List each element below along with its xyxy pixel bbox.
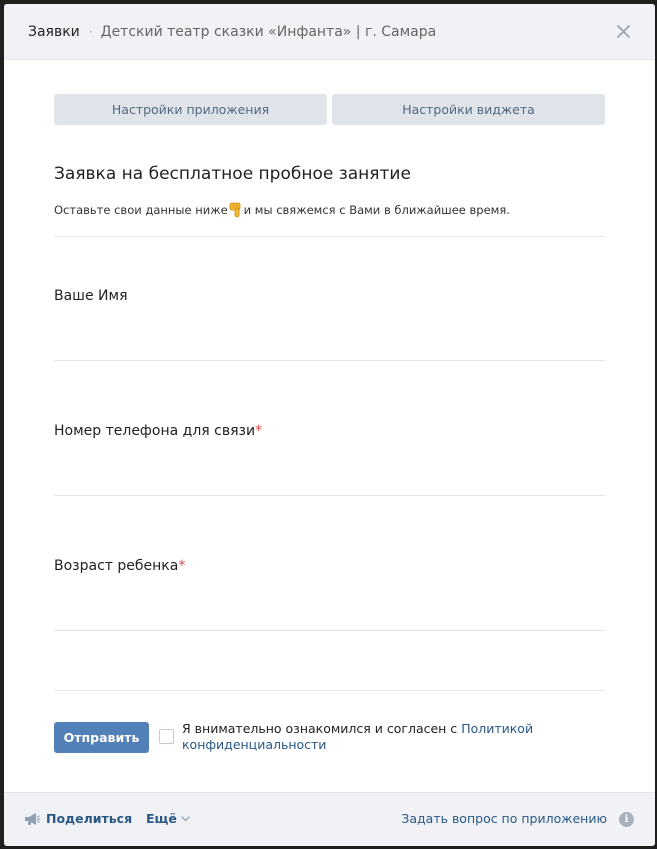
field-label-child-age (54, 558, 185, 574)
required-asterisk: * (255, 423, 263, 439)
field-label-phone (54, 423, 262, 439)
form-description-text: Оставьте свои данные ниже (54, 203, 228, 217)
more-label: Ещё (146, 811, 177, 826)
consent-checkbox[interactable] (159, 729, 174, 744)
share-button[interactable] (24, 811, 132, 826)
child-age-field[interactable] (54, 601, 605, 631)
modal-footer (4, 792, 655, 846)
privacy-policy-link[interactable]: Политикой конфиденциальности (182, 721, 534, 752)
chevron-down-icon (181, 816, 190, 822)
form-divider-top (54, 236, 605, 237)
field-label-name-text: Ваше Имя (54, 288, 128, 304)
close-icon[interactable] (615, 23, 632, 40)
form-title: Заявка на бесплатное пробное занятие (54, 164, 411, 184)
consent-text (182, 721, 562, 753)
form-description (54, 202, 510, 218)
name-field[interactable] (54, 331, 605, 361)
settings-tabs (54, 94, 605, 125)
header-separator: · (88, 24, 93, 39)
ask-question-link[interactable]: Задать вопрос по приложению (401, 811, 607, 826)
field-label-child-age-text: Возраст ребенка (54, 558, 179, 574)
more-menu-button[interactable] (146, 811, 190, 826)
header-title: Заявки (28, 23, 80, 40)
tab-app-settings[interactable]: Настройки приложения (54, 94, 327, 125)
modal-header (4, 4, 655, 60)
form-divider-bottom (54, 690, 605, 691)
share-label: Поделиться (46, 811, 133, 826)
pointing-down-hand-icon (229, 202, 242, 218)
required-asterisk: * (178, 558, 186, 574)
field-label-name (54, 288, 128, 304)
megaphone-icon (24, 812, 40, 826)
phone-field[interactable] (54, 466, 605, 496)
submit-button[interactable]: Отправить (54, 722, 149, 753)
app-modal (4, 4, 655, 846)
header-breadcrumb: Детский театр сказки «Инфанта» | г. Самара (100, 23, 437, 40)
field-label-phone-text: Номер телефона для связи (54, 423, 256, 439)
consent-label: Я внимательно ознакомился и согласен с (182, 721, 458, 736)
info-icon[interactable]: i (619, 812, 634, 827)
tab-widget-settings[interactable]: Настройки виджета (332, 94, 605, 125)
form-description-text-end: и мы свяжемся с Вами в ближайшее время. (243, 203, 510, 217)
